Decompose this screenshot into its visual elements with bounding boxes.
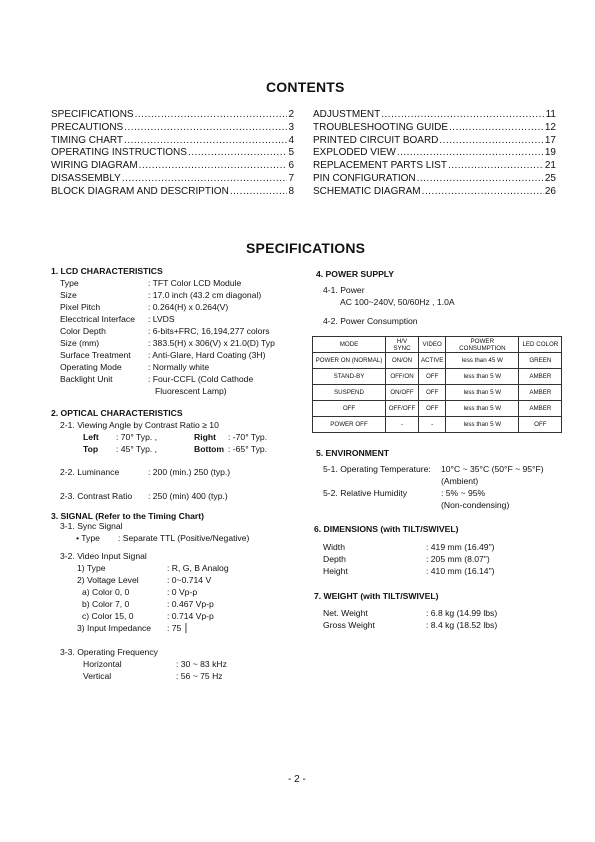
lcd-value: : 6-bits+FRC, 16,194,277 colors <box>148 326 270 336</box>
toc-label: DISASSEMBLY <box>51 172 121 184</box>
toc-page: 7 <box>288 172 294 184</box>
sync-key: • Type <box>76 533 100 543</box>
toc-entry[interactable] <box>313 109 556 122</box>
toc-entry[interactable] <box>51 109 294 122</box>
toc-entry[interactable] <box>51 173 294 186</box>
dimension-value: : 410 mm (16.14") <box>426 566 495 576</box>
table-cell: OFF <box>419 369 446 385</box>
table-cell: ON/ON <box>386 353 419 369</box>
toc-page: 21 <box>544 160 556 172</box>
right-value: : -70° Typ. <box>228 432 268 442</box>
contrast-key: 2-3. Contrast Ratio <box>60 491 133 501</box>
table-row <box>313 353 562 369</box>
lcd-heading: 1. LCD CHARACTERISTICS <box>51 266 163 276</box>
bottom-value: : -65° Typ. <box>228 444 268 454</box>
toc-entry[interactable] <box>313 147 556 160</box>
video-value: : 0 Vp-p <box>167 587 198 597</box>
video-value: : 0.467 Vp-p <box>167 599 214 609</box>
video-key: b) Color 7, 0 <box>82 599 130 609</box>
toc-label: WIRING DIAGRAM <box>51 160 138 172</box>
dimensions-heading: 6. DIMENSIONS (with TILT/SWIVEL) <box>314 524 459 534</box>
lcd-value: : Normally white <box>148 362 210 372</box>
viewing-angle-label: 2-1. Viewing Angle by Contrast Ratio ≥ 10 <box>60 420 219 430</box>
table-cell: ACTIVE <box>419 353 446 369</box>
toc-label: OPERATING INSTRUCTIONS <box>51 147 187 159</box>
table-cell: OFF/ON <box>386 369 419 385</box>
humidity-key: 5-2. Relative Humidity <box>323 488 408 498</box>
environment-heading: 5. ENVIRONMENT <box>316 448 390 458</box>
toc-entry[interactable] <box>313 173 556 186</box>
vertical-key: Vertical <box>83 671 112 681</box>
table-header: MODE <box>313 337 386 353</box>
table-cell: less than 5 W <box>446 369 519 385</box>
lcd-value: : 17.0 inch (43.2 cm diagonal) <box>148 290 262 300</box>
toc-label: PIN CONFIGURATION <box>313 172 416 184</box>
sync-label: 3-1. Sync Signal <box>60 521 123 531</box>
lcd-key: Type <box>60 278 79 288</box>
weight-key: Net. Weight <box>323 608 368 618</box>
table-cell: GREEN <box>519 353 562 369</box>
toc-label: TROUBLESHOOTING GUIDE <box>313 121 449 133</box>
lcd-value: : LVDS <box>148 314 175 324</box>
power-label: 4-1. Power <box>323 285 365 295</box>
luminance-value: : 200 (min.) 250 (typ.) <box>148 467 231 477</box>
power-consumption-label: 4-2. Power Consumption <box>323 316 418 326</box>
toc-page: 4 <box>288 134 294 146</box>
weight-heading: 7. WEIGHT (with TILT/SWIVEL) <box>314 591 439 601</box>
lcd-key: Size <box>60 290 77 300</box>
lcd-key: Backlight Unit <box>60 374 113 384</box>
toc-label: REPLACEMENT PARTS LIST <box>313 160 447 172</box>
optical-heading: 2. OPTICAL CHARACTERISTICS <box>51 408 183 418</box>
table-row <box>313 369 562 385</box>
weight-value: : 8.4 kg (18.52 lbs) <box>426 620 498 630</box>
table-cell: OFF/OFF <box>386 401 419 417</box>
horizontal-key: Horizontal <box>83 659 122 669</box>
video-value: : 0~0.714 V <box>167 575 212 585</box>
video-key: 2) Voltage Level <box>77 575 139 585</box>
toc-page: 3 <box>288 121 294 133</box>
table-cell: less than 5 W <box>446 417 519 433</box>
vertical-value: : 56 ~ 75 Hz <box>176 671 223 681</box>
top-value: : 45° Typ. , <box>116 444 158 454</box>
table-cell: - <box>386 417 419 433</box>
table-cell: ON/OFF <box>386 385 419 401</box>
toc-entry[interactable] <box>313 186 556 199</box>
video-value: : 75 ⎮ <box>167 623 189 633</box>
toc-page: 25 <box>544 172 556 184</box>
toc-page: 12 <box>544 121 556 133</box>
temperature-key: 5-1. Operating Temperature: <box>323 464 431 474</box>
toc-entry[interactable] <box>51 160 294 173</box>
contrast-value: : 250 (min) 400 (typ.) <box>148 491 228 501</box>
toc-entry[interactable] <box>313 160 556 173</box>
temperature-note: (Ambient) <box>441 476 479 486</box>
dimension-key: Depth <box>323 554 346 564</box>
toc-label: BLOCK DIAGRAM AND DESCRIPTION <box>51 185 229 197</box>
toc-entry[interactable] <box>51 186 294 199</box>
lcd-value: : Anti-Glare, Hard Coating (3H) <box>148 350 266 360</box>
toc-label: PRECAUTIONS <box>51 121 124 133</box>
video-key: c) Color 15, 0 <box>82 611 134 621</box>
horizontal-value: : 30 ~ 83 kHz <box>176 659 227 669</box>
humidity-value: : 5% ~ 95% <box>441 488 486 498</box>
left-value: : 70° Typ. , <box>116 432 158 442</box>
frequency-label: 3-3. Operating Frequency <box>60 647 158 657</box>
toc-entry[interactable] <box>51 135 294 148</box>
top-key: Top <box>83 444 99 454</box>
video-value: : R, G, B Analog <box>167 563 229 573</box>
video-key: 1) Type <box>77 563 106 573</box>
toc-label: PRINTED CIRCUIT BOARD <box>313 134 439 146</box>
toc-page: 26 <box>544 185 556 197</box>
toc-entry[interactable] <box>313 135 556 148</box>
specs-title: SPECIFICATIONS <box>246 240 366 256</box>
table-header: VIDEO <box>419 337 446 353</box>
lcd-value: : 0.264(H) x 0.264(V) <box>148 302 229 312</box>
table-cell: AMBER <box>519 401 562 417</box>
table-header-row <box>313 337 562 353</box>
table-cell: OFF <box>419 385 446 401</box>
dimension-key: Width <box>323 542 345 552</box>
table-cell: SUSPEND <box>313 385 386 401</box>
power-heading: 4. POWER SUPPLY <box>316 269 395 279</box>
video-key: a) Color 0, 0 <box>82 587 130 597</box>
temperature-value: 10°C ~ 35°C (50°F ~ 95°F) <box>441 464 544 474</box>
toc-page: 8 <box>288 185 294 197</box>
bottom-key: Bottom <box>194 444 225 454</box>
weight-key: Gross Weight <box>323 620 375 630</box>
table-cell: OFF <box>419 401 446 417</box>
table-cell: less than 5 W <box>446 385 519 401</box>
lcd-key: Surface Treatment <box>60 350 131 360</box>
table-header: LED COLOR <box>519 337 562 353</box>
toc-entry[interactable] <box>51 147 294 160</box>
lcd-value-cont: Fluorescent Lamp) <box>155 386 227 396</box>
table-cell: less than 45 W <box>446 353 519 369</box>
video-label: 3-2. Video Input Signal <box>60 551 147 561</box>
right-key: Right <box>194 432 216 442</box>
toc-page: 5 <box>288 147 294 159</box>
table-header: H/V SYNC <box>386 337 419 353</box>
table-header: POWER CONSUMPTION <box>446 337 519 353</box>
weight-value: : 6.8 kg (14.99 lbs) <box>426 608 498 618</box>
table-cell: OFF <box>313 401 386 417</box>
toc-page: 17 <box>544 134 556 146</box>
dimension-value: : 419 mm (16.49") <box>426 542 495 552</box>
table-cell: STAND-BY <box>313 369 386 385</box>
lcd-value: : 383.5(H) x 306(V) x 21.0(D) Typ <box>148 338 275 348</box>
table-cell: OFF <box>519 417 562 433</box>
toc-right <box>313 109 556 199</box>
page-number: - 2 - <box>288 774 306 785</box>
toc-entry[interactable] <box>313 122 556 135</box>
contents-title: CONTENTS <box>266 79 345 95</box>
toc-page: 6 <box>288 160 294 172</box>
table-cell: - <box>419 417 446 433</box>
signal-heading: 3. SIGNAL (Refer to the Timing Chart) <box>51 511 204 521</box>
table-cell: AMBER <box>519 385 562 401</box>
lcd-key: Pixel Pitch <box>60 302 101 312</box>
toc-label: SPECIFICATIONS <box>51 109 134 120</box>
left-key: Left <box>83 432 99 442</box>
table-row <box>313 385 562 401</box>
table-row <box>313 401 562 417</box>
lcd-key: Size (mm) <box>60 338 100 348</box>
lcd-key: Elecctrical Interface <box>60 314 135 324</box>
dimension-key: Height <box>323 566 348 576</box>
humidity-note: (Non-condensing) <box>441 500 510 510</box>
table-cell: AMBER <box>519 369 562 385</box>
toc-page: 11 <box>545 109 556 120</box>
power-value: AC 100~240V, 50/60Hz , 1.0A <box>340 297 455 307</box>
video-value: : 0.714 Vp-p <box>167 611 214 621</box>
toc-label: EXPLODED VIEW <box>313 147 396 159</box>
power-consumption-table <box>312 336 562 433</box>
luminance-key: 2-2. Luminance <box>60 467 120 477</box>
toc-label: TIMING CHART <box>51 134 124 146</box>
video-key: 3) Input Impedance <box>77 623 152 633</box>
dimension-value: : 205 mm (8.07") <box>426 554 490 564</box>
toc-page: 19 <box>544 147 556 159</box>
toc-page: 2 <box>288 109 294 120</box>
table-cell: POWER ON (NORMAL) <box>313 353 386 369</box>
lcd-value: : TFT Color LCD Module <box>148 278 242 288</box>
sync-value: : Separate TTL (Positive/Negative) <box>118 533 250 543</box>
toc-entry[interactable] <box>51 122 294 135</box>
lcd-key: Operating Mode <box>60 362 122 372</box>
toc-label: ADJUSTMENT <box>313 109 381 120</box>
table-cell: POWER OFF <box>313 417 386 433</box>
lcd-key: Color Depth <box>60 326 106 336</box>
table-cell: less than 5 W <box>446 401 519 417</box>
toc-label: SCHEMATIC DIAGRAM <box>313 185 421 197</box>
toc-left <box>51 109 294 199</box>
lcd-value: : Four-CCFL (Cold Cathode <box>148 374 254 384</box>
table-row <box>313 417 562 433</box>
